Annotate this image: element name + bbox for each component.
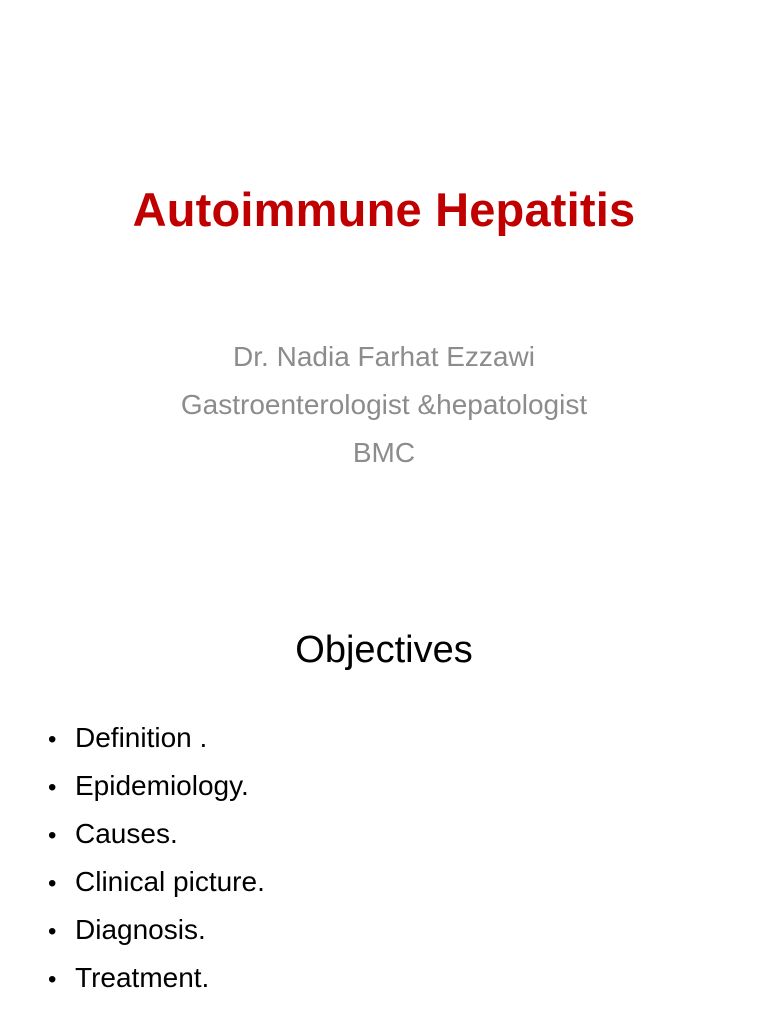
list-item (48, 762, 265, 810)
bullet-icon: • (48, 726, 57, 753)
list-item-text: Clinical picture. (75, 866, 265, 897)
objectives-slide (0, 512, 768, 1024)
list-item (48, 714, 265, 762)
author-specialty: Gastroenterologist &hepatologist (180, 389, 588, 420)
list-item-text: Causes. (75, 818, 178, 849)
list-item-text: Diagnosis. (75, 914, 206, 945)
author-affiliation: BMC (352, 437, 416, 468)
bullet-icon: • (48, 774, 57, 801)
bullet-icon: • (48, 822, 57, 849)
objectives-list (48, 714, 265, 1002)
list-item-text: Treatment. (75, 962, 210, 993)
slide-subtitle (0, 333, 768, 477)
bullet-icon: • (48, 966, 57, 993)
bullet-icon: • (48, 870, 57, 897)
bullet-icon: • (48, 918, 57, 945)
list-item (48, 858, 265, 906)
list-item (48, 954, 265, 1002)
slide-title: Autoimmune Hepatitis (132, 183, 636, 236)
objectives-heading: Objectives (295, 629, 473, 671)
author-name: Dr. Nadia Farhat Ezzawi (233, 341, 535, 372)
list-item-text: Definition . (75, 722, 208, 753)
list-item (48, 906, 265, 954)
list-item-text: Epidemiology. (75, 770, 249, 801)
list-item (48, 810, 265, 858)
